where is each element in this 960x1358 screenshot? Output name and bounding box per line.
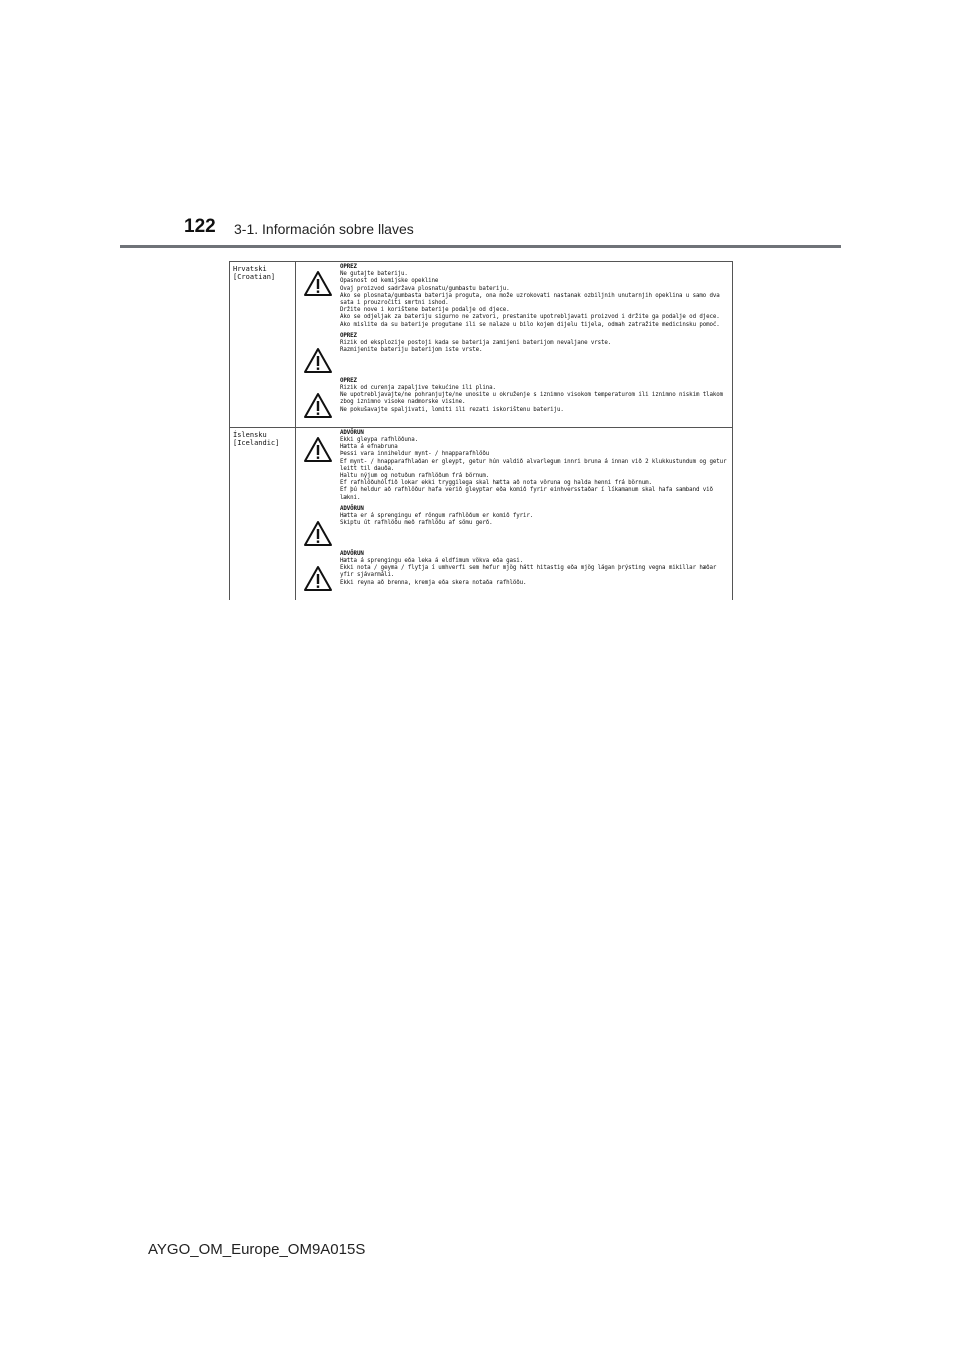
language-cell: [230, 262, 296, 427]
language-name: Íslensku: [233, 430, 267, 439]
warning-title: ADVÖRUN: [340, 505, 364, 512]
warning-triangle-icon: [296, 347, 340, 374]
language-row: [230, 428, 732, 600]
warning-line: Rizik od eksplozije postoji kada se baterija zamijeni baterijom nevaljane vrste.: [340, 340, 612, 347]
warning-line: Ne gutajte bateriju.: [340, 271, 408, 278]
warning-line: Ef rafhlöðuhólfið lokar ekki tryggilega skal hætta að nota vöruna og halda henni frá börnum.: [340, 480, 652, 487]
warning-block: [296, 430, 728, 502]
warning-line: Ekki reyna að brenna, kremja eða skera notaða rafhlöðu.: [340, 579, 527, 586]
warning-block: [296, 378, 728, 419]
warning-line: Hætta á efnabruna: [340, 444, 398, 451]
warning-text: [340, 264, 728, 329]
warning-text: [340, 506, 533, 528]
warning-text: [340, 430, 728, 502]
warning-line: Držite nove i korištene baterije podalje od djece.: [340, 307, 510, 314]
warning-line: Ako se odjeljak za bateriju sigurno ne zatvori, prestanite upotrebljavati proizvod i držite ga podalje od djece.: [340, 314, 720, 321]
warning-triangle-icon: [296, 270, 340, 297]
warning-line: Ovaj proizvod sadržava plosnatu/gumbastu bateriju.: [340, 285, 510, 292]
warning-block: [296, 506, 728, 547]
warning-line: Skiptu út rafhlöðu með rafhlöðu af sömu gerð.: [340, 520, 493, 527]
warning-table: [229, 261, 733, 600]
language-cell: [230, 428, 296, 600]
language-row: [230, 262, 732, 428]
warning-line: Ef þú heldur að rafhlöður hafa verið gleyptar eða komið fyrir einhversstaðar í líkamanum skal hafa samband við lækni.: [340, 487, 713, 501]
warnings-cell: [296, 262, 732, 427]
warning-line: Ne pokušavajte spaljivati, lomiti ili rezati iskorištenu bateriju.: [340, 406, 564, 413]
warning-block: [296, 551, 728, 592]
warning-title: OPREZ: [340, 264, 357, 270]
section-title: 3-1. Información sobre llaves: [234, 221, 414, 237]
warning-line: Ne upotrebljavajte/ne pohranjujte/ne unosite u okruženje s iznimno visokom temperaturom ili iznimno niskim tlakom zbog iznimno visoke nadmorske visine.: [340, 392, 724, 406]
language-english-name: [Icelandic]: [233, 438, 280, 447]
warning-line: Haltu nýjum og notuðum rafhlöðum frá börnum.: [340, 473, 490, 480]
warning-line: Þessi vara inniheldur mynt- / hnapparafhlöðu: [340, 451, 490, 458]
warning-block: [296, 264, 728, 329]
warning-text: [340, 551, 728, 587]
warning-line: Rizik od curenja zapaljive tekućine ili plina.: [340, 385, 496, 392]
warning-line: Hætta er á sprengingu ef röngum rafhlöðum er komið fyrir.: [340, 513, 534, 520]
warning-line: Ef mynt- / hnapparafhlaðan er gleypt, getur hún valdið alvarlegum innri bruna á innan við 2 klukkustundum og getur leitt til dauða.: [340, 458, 727, 472]
language-english-name: [Croatian]: [233, 273, 276, 281]
warning-text: [340, 378, 728, 414]
warning-title: OPREZ: [340, 377, 357, 384]
warning-triangle-icon: [296, 565, 340, 592]
warning-triangle-icon: [296, 520, 340, 547]
warning-line: Opasnost od kemijske opekline: [340, 278, 439, 285]
page-number: 122: [184, 216, 216, 237]
footer-doc-code: AYGO_OM_Europe_OM9A015S: [148, 1241, 366, 1258]
warnings-cell: [296, 428, 732, 600]
language-name: Hrvatski: [233, 265, 267, 273]
warning-line: Ekki gleypa rafhlöðuna.: [340, 437, 418, 444]
warning-block: [296, 333, 728, 374]
warning-title: ADVÖRUN: [340, 550, 364, 557]
warning-line: Ekki nota / geyma / flytja í umhverfi sem hefur mjög hátt hitastig eða mjög lágan þrýsting vegna mikillar hæðar yfir sjávarmáli.: [340, 565, 717, 579]
warning-title: ADVÖRUN: [340, 429, 364, 436]
warning-text: [340, 333, 611, 355]
warning-title: OPREZ: [340, 332, 357, 339]
warning-line: Ako mislite da su baterije progutane ili se nalaze u bilo kojem dijelu tijela, odmah zatražite medicinsku pomoć.: [340, 321, 720, 328]
warning-line: Hætta á sprengingu eða leka á eldfimum vökva eða gasi.: [340, 558, 524, 565]
warning-line: Ako se plosnata/gumbasta baterija proguta, ona može uzrokovati nastanak ozbiljnih unutarnjih opeklina u samo dva sata i prouzročiti smrtni ishod.: [340, 292, 720, 307]
warning-line: Razmijenite bateriju baterijom iste vrste.: [340, 347, 483, 354]
warning-triangle-icon: [296, 392, 340, 419]
header-rule: [120, 245, 841, 248]
warning-triangle-icon: [296, 436, 340, 463]
